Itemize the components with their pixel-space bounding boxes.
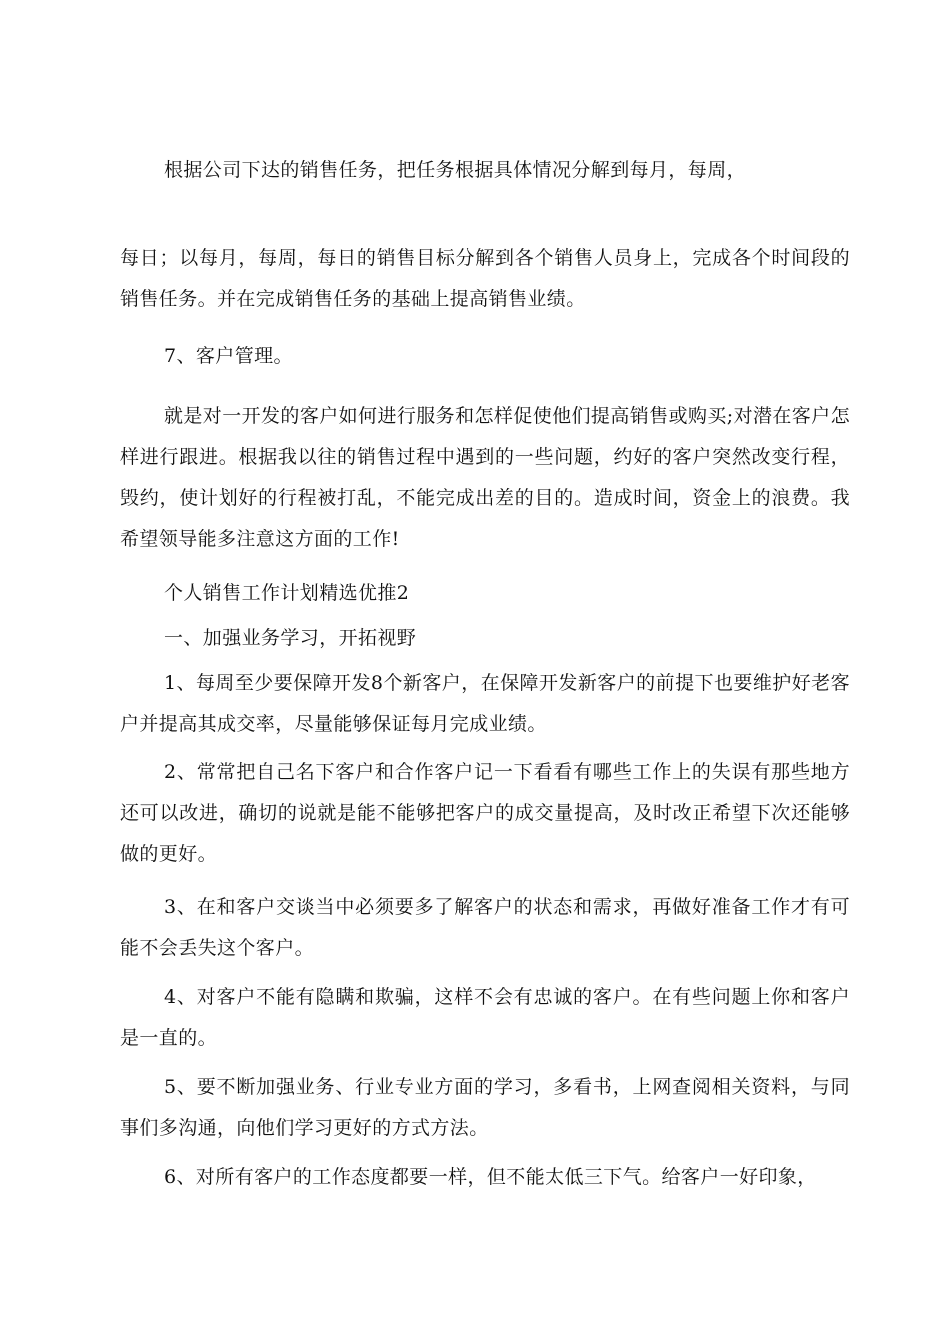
paragraph-sales-task-breakdown: 每日；以每月，每周，每日的销售目标分解到各个销售人员身上，完成各个时间段的销售任务。并在完成销售任务的基础上提高销售业绩。 (120, 247, 850, 310)
list-item-4: 4、对客户不能有隐瞒和欺骗，这样不会有忠诚的客户。在有些问题上你和客户是一直的。 (120, 986, 850, 1049)
list-item-3: 3、在和客户交谈当中必须要多了解客户的状态和需求，再做好准备工作才有可能不会丢失这个客户。 (120, 896, 850, 959)
section-heading-learning: 一、加强业务学习，开拓视野 (164, 627, 417, 649)
list-item-1: 1、每周至少要保障开发8个新客户，在保障开发新客户的前提下也要维护好老客户并提高其成交率，尽量能够保证每月完成业绩。 (120, 672, 850, 735)
list-item-2: 2、常常把自己名下客户和合作客户记一下看看有哪些工作上的失误有那些地方还可以改进，确切的说就是能不能够把客户的成交量提高，及时改正希望下次还能够做的更好。 (120, 761, 850, 865)
paragraph-heading-customer-management: 7、客户管理。 (164, 345, 293, 367)
paragraph-customer-service: 就是对一开发的客户如何进行服务和怎样促使他们提高销售或购买;对潜在客户怎样进行跟进。根据我以往的销售过程中遇到的一些问题，约好的客户突然改变行程，毁约，使计划好的行程被打乱，不能完成出差的目的。造成时间，资金上的浪费。我希望领导能多注意这方面的工作! (120, 405, 850, 550)
section-title-plan-2: 个人销售工作计划精选优推2 (164, 582, 410, 604)
paragraph-sales-task-intro: 根据公司下达的销售任务，把任务根据具体情况分解到每月，每周， (164, 159, 747, 181)
list-item-5: 5、要不断加强业务、行业专业方面的学习，多看书，上网查阅相关资料，与同事们多沟通，向他们学习更好的方式方法。 (120, 1076, 850, 1139)
list-item-6: 6、对所有客户的工作态度都要一样，但不能太低三下气。给客户一好印象， (164, 1166, 817, 1188)
